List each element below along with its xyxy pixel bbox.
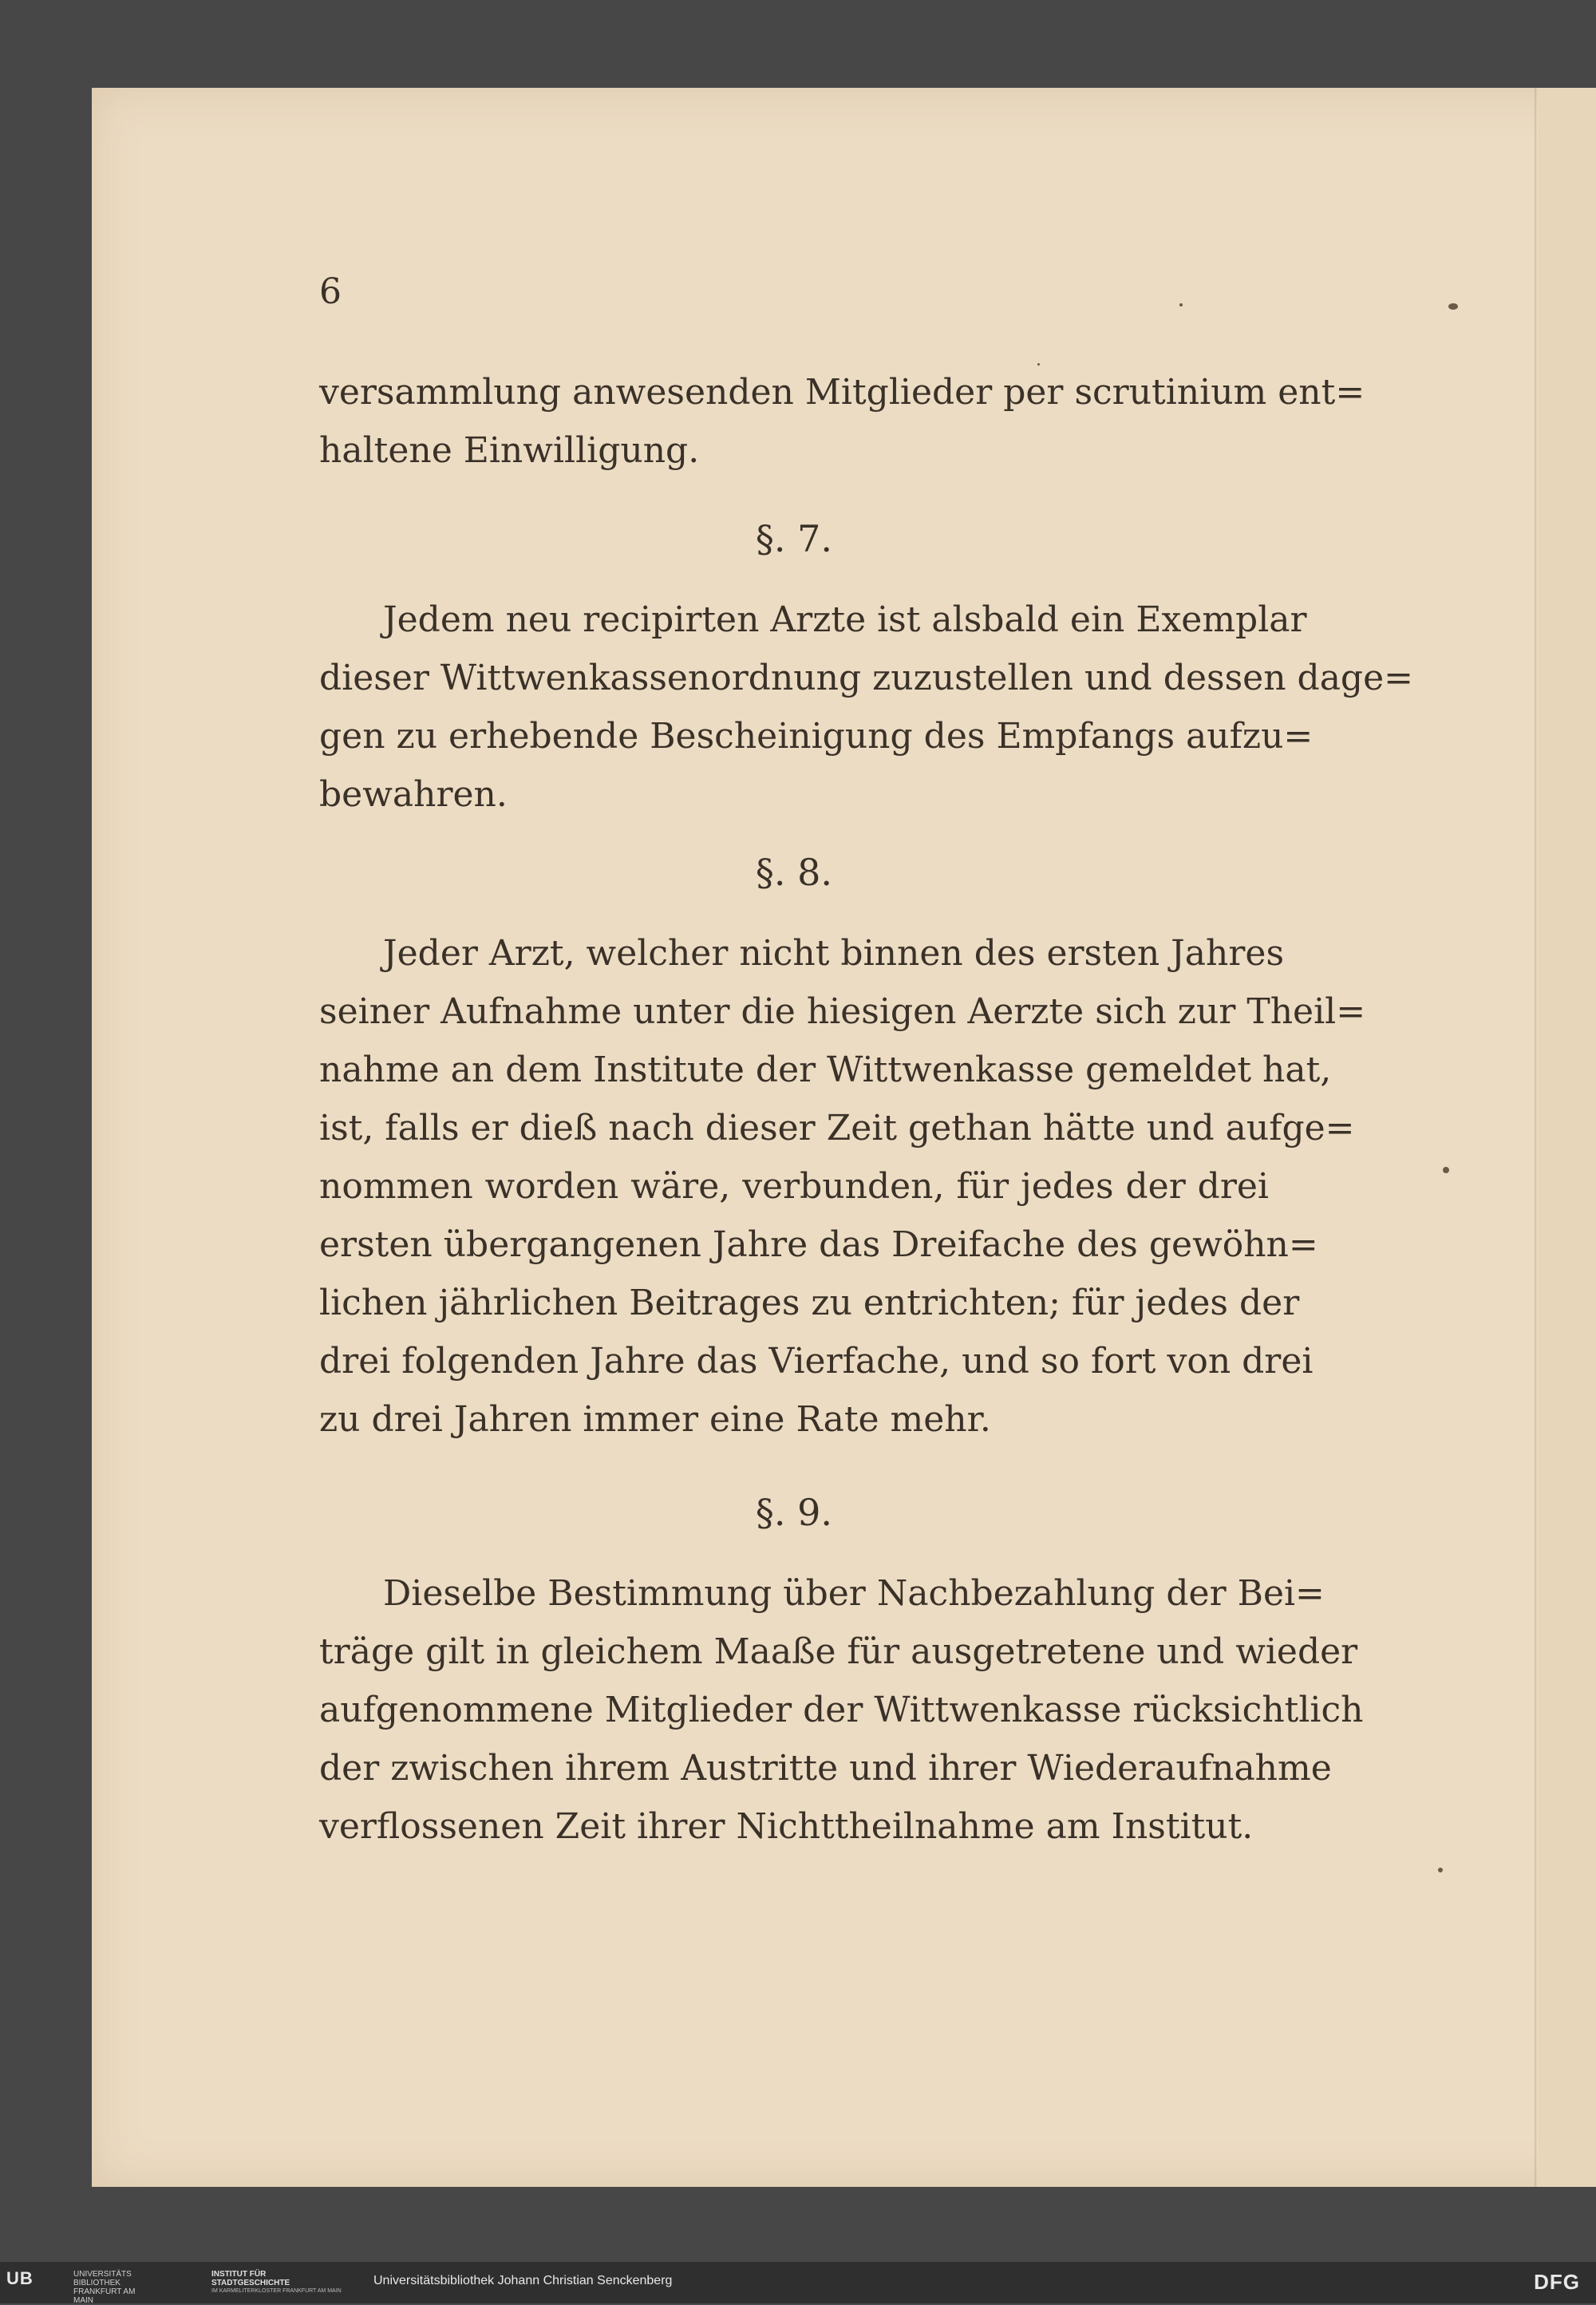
- text-line: gen zu erhebende Bescheinigung des Empfangs aufzu=: [319, 716, 1314, 757]
- page-number: 6: [319, 271, 342, 312]
- paper-speck: [1037, 363, 1040, 366]
- text-line: träge gilt in gleichem Maaße für ausgetretene und wieder: [319, 1631, 1358, 1672]
- text-line: dieser Wittwenkassenordnung zuzustellen und dessen dage=: [319, 658, 1414, 698]
- text-line: der zwischen ihrem Austritte und ihrer Wiederaufnahme: [319, 1748, 1332, 1789]
- text-line: lichen jährlichen Beitrages zu entrichten; für jedes der: [319, 1283, 1300, 1323]
- text-line: Jedem neu recipirten Arzte ist alsbald ein Exemplar: [383, 599, 1307, 640]
- text-line: haltene Einwilligung.: [319, 430, 700, 471]
- dfg-logo: DFG: [1534, 2270, 1580, 2294]
- text-line: verflossenen Zeit ihrer Nichttheilnahme am Institut.: [319, 1806, 1254, 1847]
- isg-logo-subtitle: IM KARMELITERKLOSTER FRANKFURT AM MAIN: [211, 2288, 342, 2294]
- text-line: Dieselbe Bestimmung über Nachbezahlung der Bei=: [383, 1573, 1325, 1614]
- text-line: ersten übergangenen Jahre das Dreifache des gewöhn=: [319, 1224, 1318, 1265]
- text-line: zu drei Jahren immer eine Rate mehr.: [319, 1399, 991, 1440]
- section-body-8: [319, 924, 1366, 1449]
- section-heading-7: §. 7.: [755, 517, 833, 560]
- ub-logo: UB: [6, 2268, 34, 2288]
- text-line: bewahren.: [319, 774, 508, 815]
- paragraph-intro: [319, 363, 1365, 480]
- paper-speck: [1443, 1167, 1449, 1173]
- text-line: nahme an dem Institute der Wittwenkasse gemeldet hat,: [319, 1050, 1332, 1090]
- text-line: seiner Aufnahme unter die hiesigen Aerzte sich zur Theil=: [319, 991, 1366, 1032]
- section-heading-9: §. 9.: [755, 1491, 833, 1534]
- text-line: aufgenommene Mitglieder der Wittwenkasse rücksichtlich: [319, 1690, 1364, 1730]
- footer-bar: [0, 2262, 1596, 2303]
- paper-speck: [1448, 303, 1458, 310]
- section-body-9: [319, 1564, 1364, 1856]
- isg-logo: INSTITUT FÜR STADTGESCHICHTE: [211, 2270, 290, 2287]
- text-line: nommen worden wäre, verbunden, für jedes der drei: [319, 1166, 1269, 1207]
- text-line: drei folgenden Jahre das Vierfache, und so fort von drei: [319, 1341, 1314, 1382]
- ub-logo-subtitle: UNIVERSITÄTS BIBLIOTHEK FRANKFURT AM MAIN: [73, 2270, 136, 2305]
- text-line: versammlung anwesenden Mitglieder per scrutinium ent=: [319, 372, 1365, 413]
- paper-speck: [1179, 303, 1183, 306]
- text-line: Jeder Arzt, welcher nicht binnen des ersten Jahres: [383, 933, 1285, 974]
- section-body-7: [319, 591, 1414, 824]
- text-line: ist, falls er dieß nach dieser Zeit gethan hätte und aufge=: [319, 1108, 1355, 1149]
- library-name: Universitätsbibliothek Johann Christian Senckenberg: [373, 2274, 673, 2287]
- section-heading-8: §. 8.: [755, 851, 833, 894]
- right-leaf-edge: [1538, 88, 1596, 2187]
- paper-speck: [1438, 1868, 1443, 1872]
